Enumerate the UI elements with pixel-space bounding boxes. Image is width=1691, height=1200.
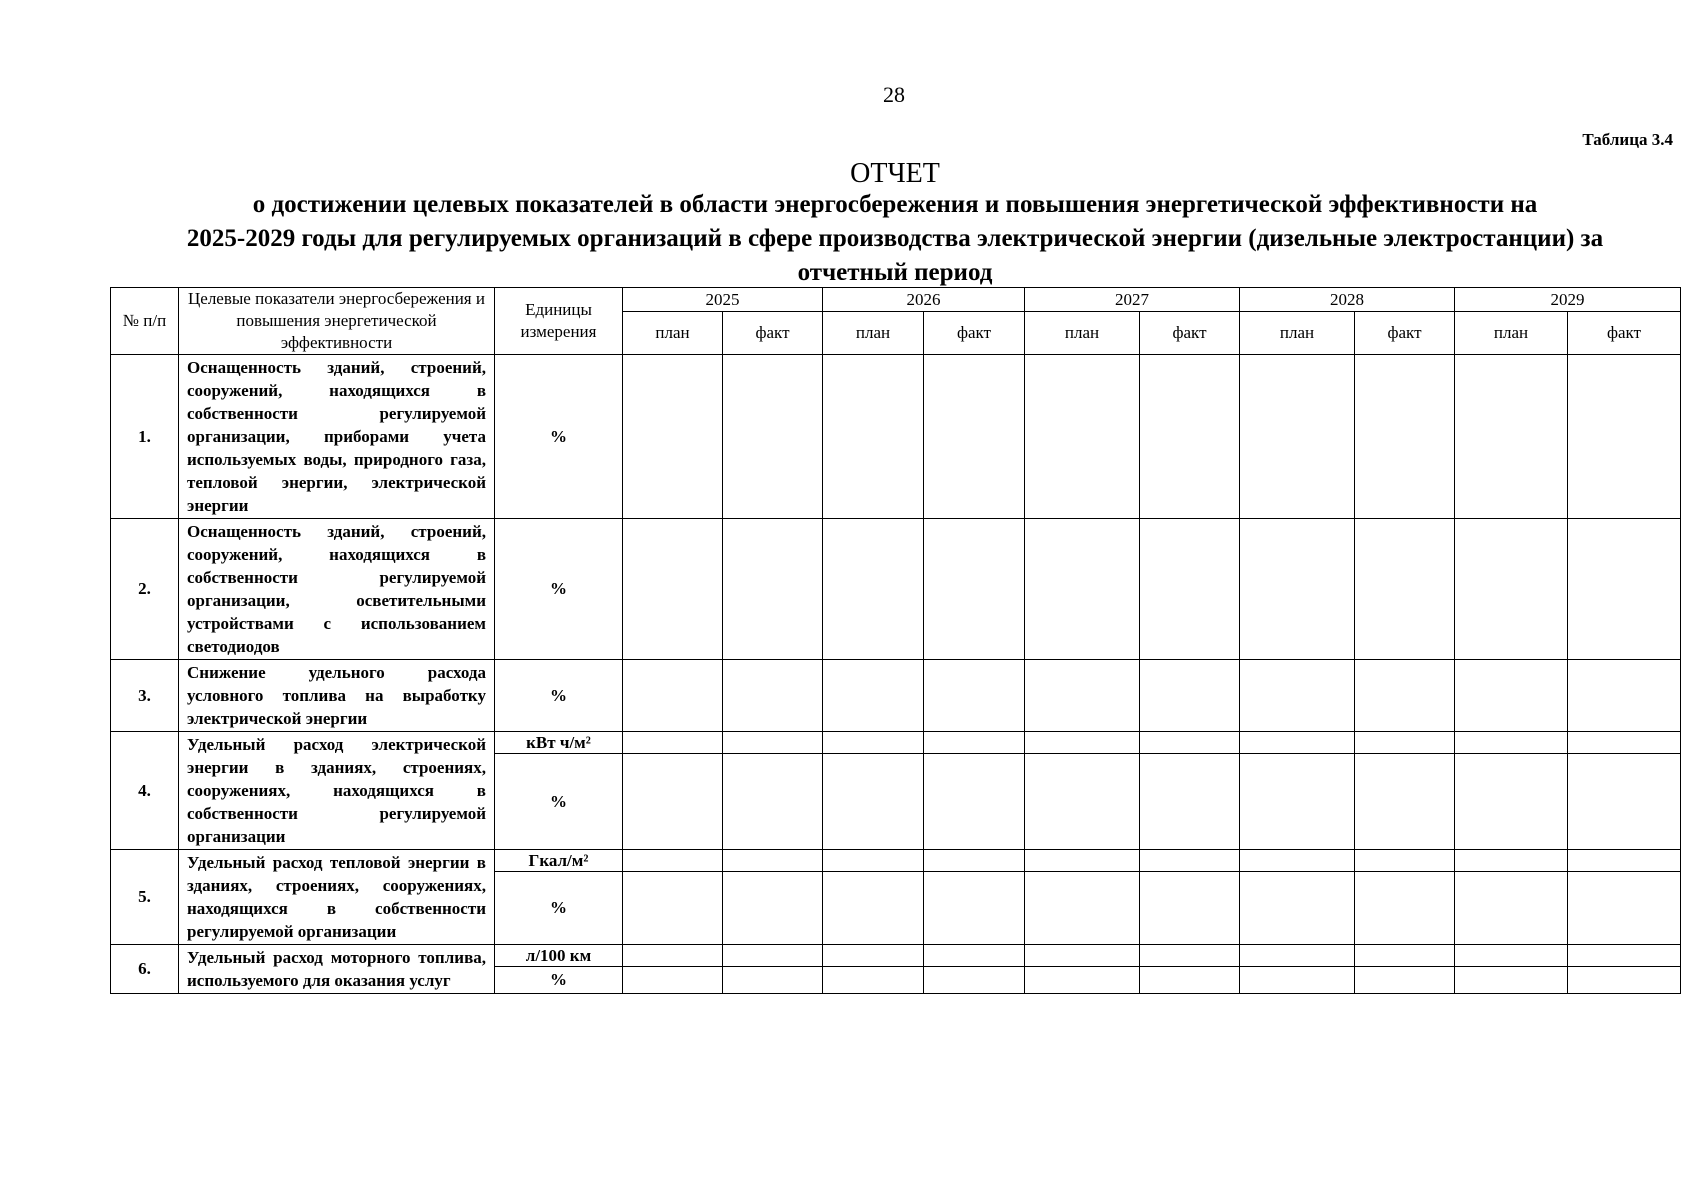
plan-cell[interactable] [1455,850,1568,872]
fact-cell[interactable] [1568,519,1681,660]
header-year: 2027 [1025,288,1240,312]
plan-cell[interactable] [1240,355,1355,519]
fact-cell[interactable] [924,660,1025,732]
plan-cell[interactable] [823,519,924,660]
fact-cell[interactable] [1355,519,1455,660]
header-fact: факт [1355,312,1455,355]
row-indicator: Оснащенность зданий, строений, сооружений, находящихся в собственности регулируемой организации, приборами учета используемых воды, природного газа, тепловой энергии, электрической энергии [179,355,495,519]
row-unit: л/100 км [495,945,623,967]
report-table [110,287,1681,994]
fact-cell[interactable] [1568,660,1681,732]
fact-cell[interactable] [924,850,1025,872]
plan-cell[interactable] [623,660,723,732]
fact-cell[interactable] [1355,660,1455,732]
plan-cell[interactable] [1455,519,1568,660]
plan-cell[interactable] [1455,355,1568,519]
plan-cell[interactable] [1025,660,1140,732]
page-number: 28 [883,82,905,107]
fact-cell[interactable] [924,967,1025,994]
plan-cell[interactable] [823,945,924,967]
fact-cell[interactable] [1140,754,1240,850]
plan-cell[interactable] [1025,754,1140,850]
plan-cell[interactable] [823,967,924,994]
fact-cell[interactable] [924,872,1025,945]
fact-cell[interactable] [1568,850,1681,872]
fact-cell[interactable] [1140,945,1240,967]
plan-cell[interactable] [1455,945,1568,967]
header-plan: план [1240,312,1355,355]
plan-cell[interactable] [623,967,723,994]
fact-cell[interactable] [924,355,1025,519]
plan-cell[interactable] [1025,967,1140,994]
plan-cell[interactable] [823,355,924,519]
fact-cell[interactable] [723,355,823,519]
plan-cell[interactable] [623,945,723,967]
row-unit: % [495,872,623,945]
fact-cell[interactable] [723,754,823,850]
header-num: № п/п [111,288,179,355]
subtitle-line: отчетный период [797,259,993,286]
table-row [111,850,1681,872]
row-unit: % [495,355,623,519]
fact-cell[interactable] [1355,967,1455,994]
row-unit: % [495,754,623,850]
row-number: 6. [111,945,179,994]
report-subtitle [110,188,1680,290]
fact-cell[interactable] [723,519,823,660]
header-indicator: Целевые показатели энергосбережения и повышения энергетической эффективности [179,288,495,355]
header-plan: план [623,312,723,355]
header-plan: план [1025,312,1140,355]
table-row [111,519,1681,660]
row-unit: кВт ч/м² [495,732,623,754]
plan-cell[interactable] [823,732,924,754]
plan-cell[interactable] [1240,945,1355,967]
header-fact: факт [1568,312,1681,355]
plan-cell[interactable] [623,850,723,872]
row-indicator: Снижение удельного расхода условного топлива на выработку электрической энергии [179,660,495,732]
row-unit: Гкал/м² [495,850,623,872]
table-row [111,660,1681,732]
table-row [111,355,1681,519]
fact-cell[interactable] [1140,355,1240,519]
header-fact: факт [723,312,823,355]
fact-cell[interactable] [1355,355,1455,519]
fact-cell[interactable] [924,519,1025,660]
fact-cell[interactable] [1355,945,1455,967]
header-year: 2029 [1455,288,1681,312]
plan-cell[interactable] [1025,872,1140,945]
fact-cell[interactable] [1140,967,1240,994]
plan-cell[interactable] [1240,872,1355,945]
plan-cell[interactable] [1240,732,1355,754]
plan-cell[interactable] [823,872,924,945]
fact-cell[interactable] [1140,850,1240,872]
plan-cell[interactable] [1455,872,1568,945]
fact-cell[interactable] [1568,754,1681,850]
fact-cell[interactable] [1140,519,1240,660]
plan-cell[interactable] [1455,732,1568,754]
plan-cell[interactable] [1025,732,1140,754]
plan-cell[interactable] [1025,945,1140,967]
plan-cell[interactable] [823,754,924,850]
plan-cell[interactable] [1455,660,1568,732]
fact-cell[interactable] [723,872,823,945]
plan-cell[interactable] [623,754,723,850]
row-number: 3. [111,660,179,732]
fact-cell[interactable] [1568,732,1681,754]
plan-cell[interactable] [623,355,723,519]
subtitle-line: 2025-2029 годы для регулируемых организаций в сфере производства электрической энергии (дизельные электростанции) за [186,225,1604,252]
plan-cell[interactable] [1455,754,1568,850]
row-number: 1. [111,355,179,519]
plan-cell[interactable] [823,660,924,732]
fact-cell[interactable] [1355,872,1455,945]
fact-cell[interactable] [1355,732,1455,754]
row-number: 5. [111,850,179,945]
plan-cell[interactable] [1240,967,1355,994]
row-indicator: Удельный расход моторного топлива, используемого для оказания услуг [179,945,495,994]
row-unit: % [495,660,623,732]
row-indicator: Удельный расход электрической энергии в зданиях, строениях, сооружениях, находящихся в собственности регулируемой организации [179,732,495,850]
header-plan: план [823,312,924,355]
fact-cell[interactable] [723,945,823,967]
fact-cell[interactable] [1568,355,1681,519]
fact-cell[interactable] [924,945,1025,967]
plan-cell[interactable] [1240,519,1355,660]
row-indicator: Удельный расход тепловой энергии в зданиях, строениях, сооружениях, находящихся в собственности регулируемой организации [179,850,495,945]
table-label: Таблица 3.4 [1582,130,1673,149]
plan-cell[interactable] [1240,754,1355,850]
fact-cell[interactable] [723,732,823,754]
plan-cell[interactable] [623,519,723,660]
plan-cell[interactable] [623,872,723,945]
fact-cell[interactable] [1568,967,1681,994]
row-number: 2. [111,519,179,660]
header-fact: факт [924,312,1025,355]
table-row [111,732,1681,754]
fact-cell[interactable] [924,754,1025,850]
header-year: 2025 [623,288,823,312]
header-plan: план [1455,312,1568,355]
row-indicator: Оснащенность зданий, строений, сооружений, находящихся в собственности регулируемой организации, осветительными устройствами с использованием светодиодов [179,519,495,660]
fact-cell[interactable] [723,660,823,732]
fact-cell[interactable] [1355,754,1455,850]
row-unit: % [495,519,623,660]
plan-cell[interactable] [1240,850,1355,872]
fact-cell[interactable] [1140,732,1240,754]
plan-cell[interactable] [1025,355,1140,519]
fact-cell[interactable] [1568,945,1681,967]
row-number: 4. [111,732,179,850]
fact-cell[interactable] [723,850,823,872]
fact-cell[interactable] [1568,872,1681,945]
plan-cell[interactable] [1455,967,1568,994]
row-unit: % [495,967,623,994]
fact-cell[interactable] [1355,850,1455,872]
header-fact: факт [1140,312,1240,355]
plan-cell[interactable] [1240,660,1355,732]
header-year: 2028 [1240,288,1455,312]
header-year: 2026 [823,288,1025,312]
table-row [111,945,1681,967]
plan-cell[interactable] [823,850,924,872]
fact-cell[interactable] [1140,872,1240,945]
header-units: Единицы измерения [495,288,623,355]
plan-cell[interactable] [1025,850,1140,872]
fact-cell[interactable] [1140,660,1240,732]
fact-cell[interactable] [924,732,1025,754]
report-title: ОТЧЕТ [850,158,940,189]
plan-cell[interactable] [1025,519,1140,660]
fact-cell[interactable] [723,967,823,994]
plan-cell[interactable] [623,732,723,754]
subtitle-line: о достижении целевых показателей в области энергосбережения и повышения энергетической эффективности на [252,191,1538,218]
